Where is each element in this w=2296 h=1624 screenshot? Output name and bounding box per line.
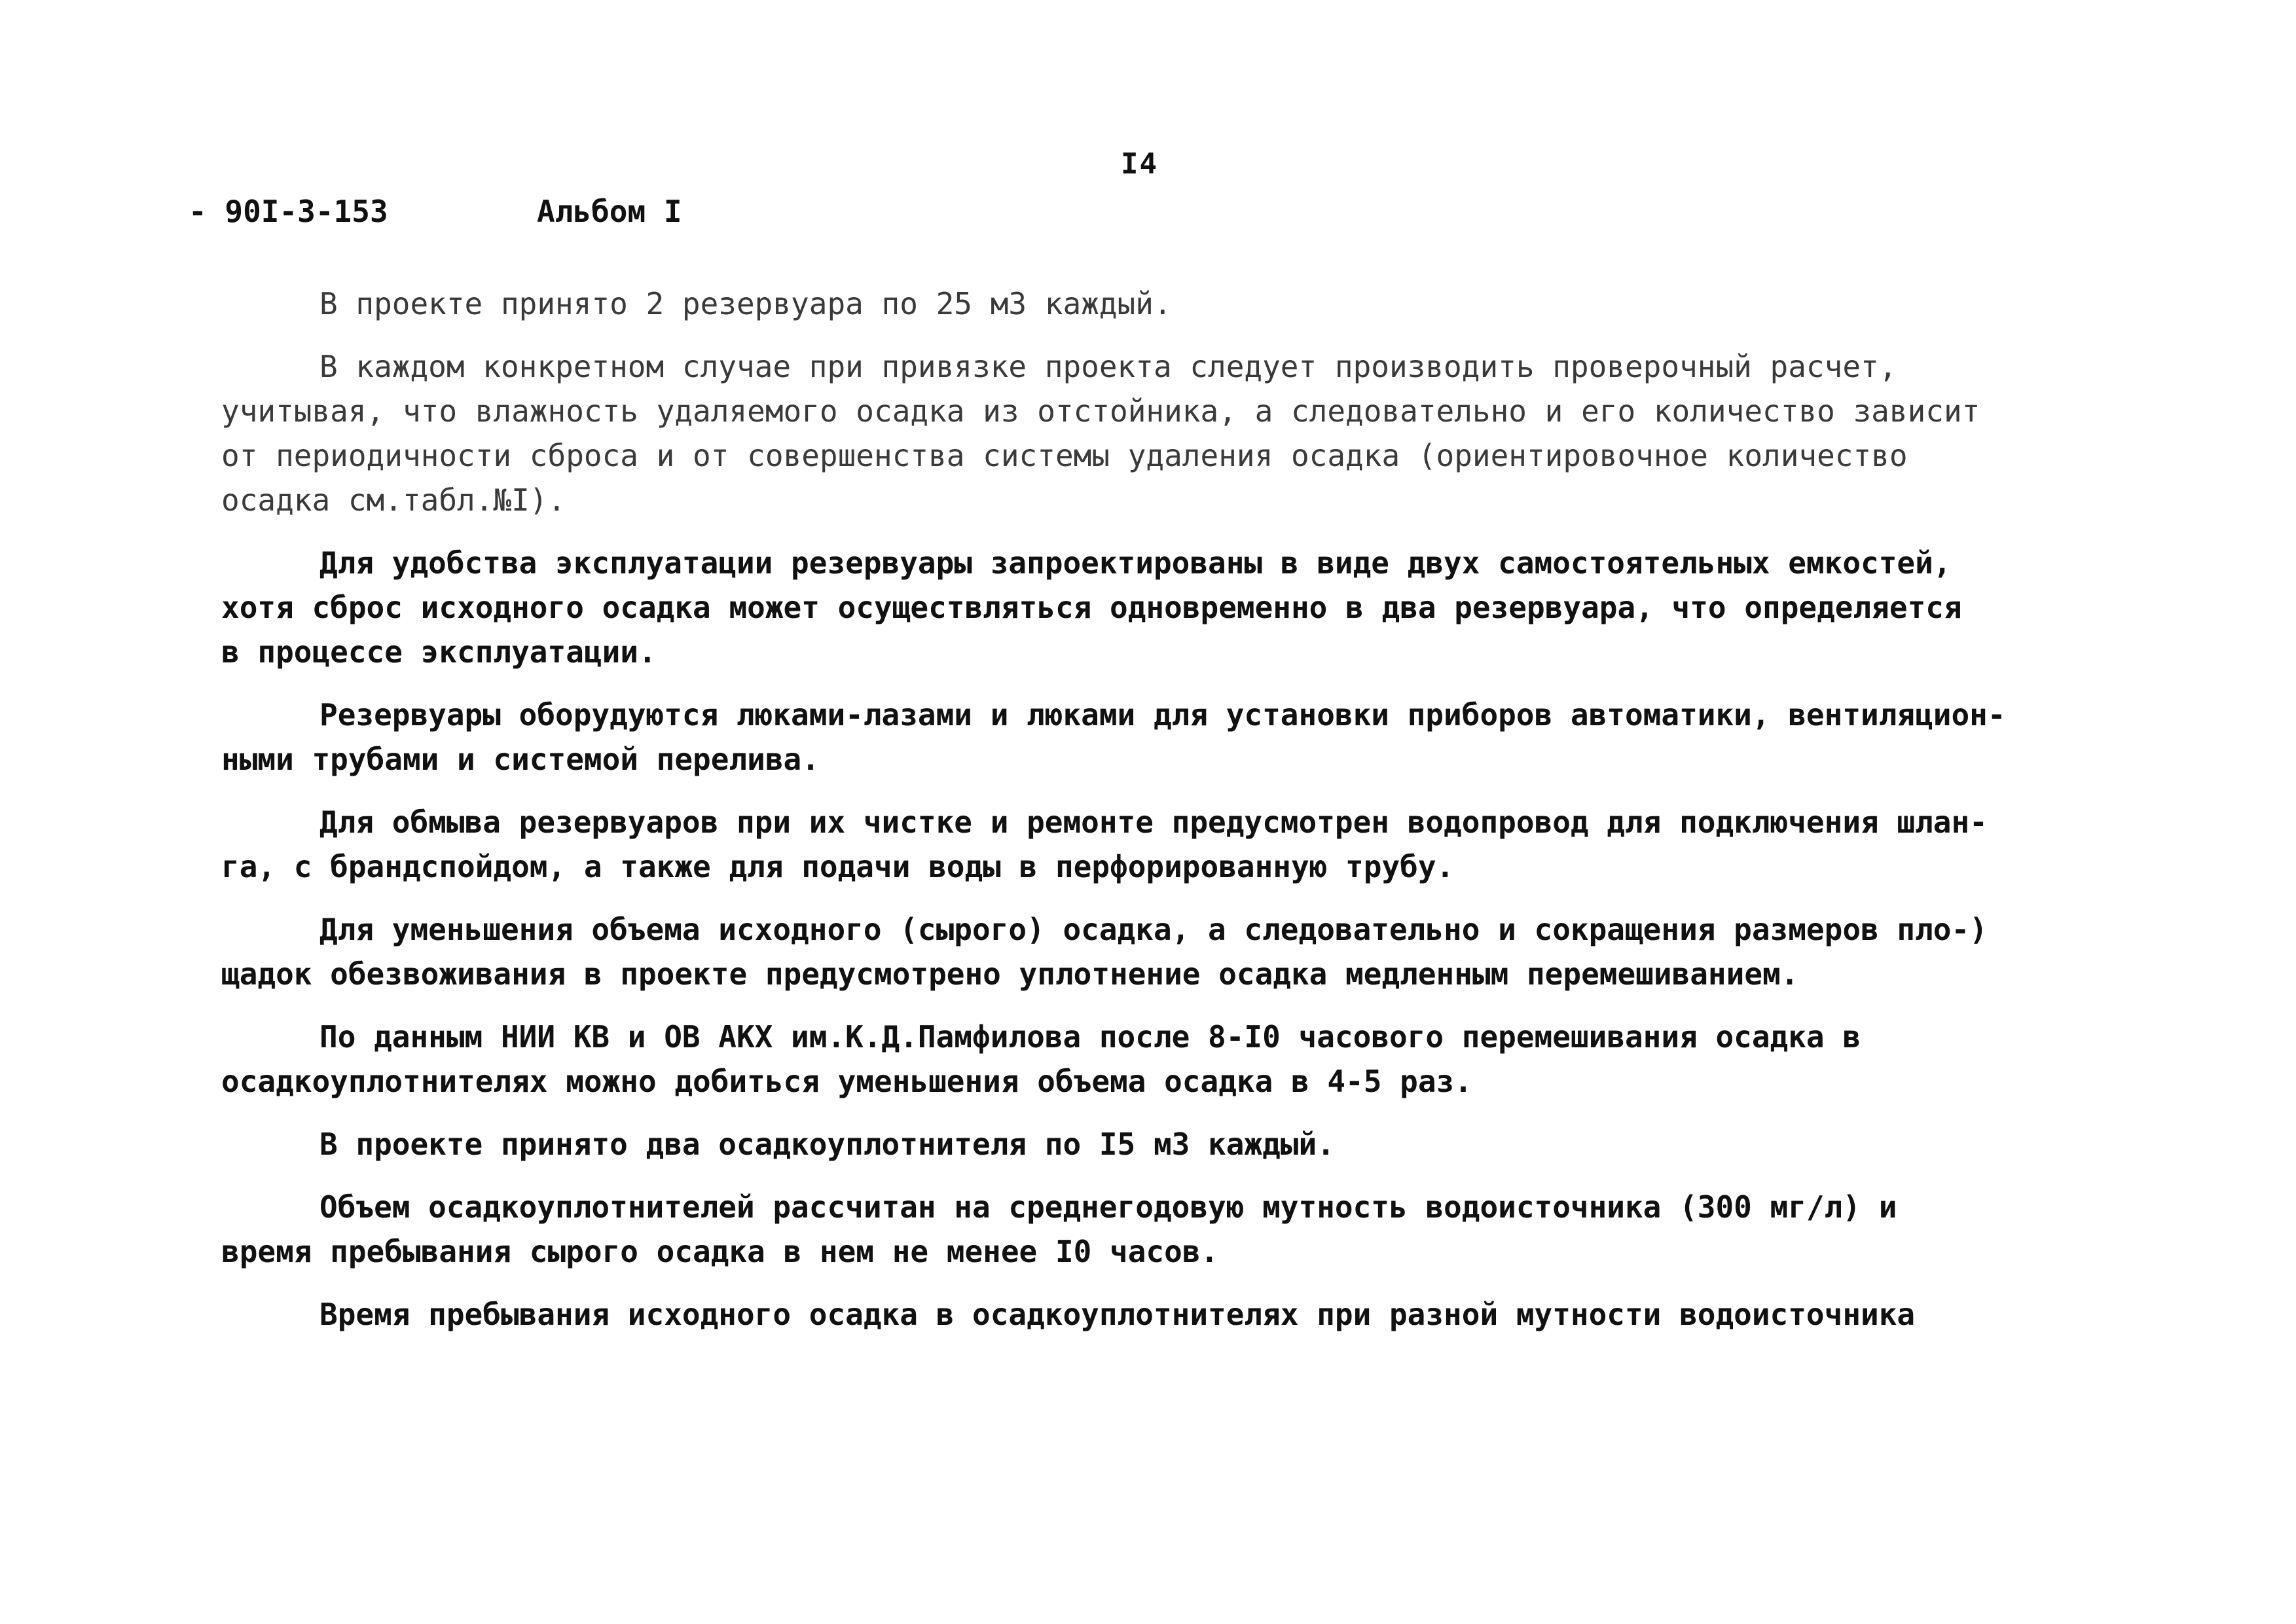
paragraph-operation-convenience: Для удобства эксплуатации резервуары запроектированы в виде двух самостоятельных емкостей, хотя сброс исходного осадка может осуществляться одновременно в два резервуара, что определяется в процессе эксплуатации. <box>221 545 1962 670</box>
page-number: I4 <box>1121 147 1158 181</box>
paragraph-reservoir-equipment: Резервуары оборудуются люками-лазами и люками для установки приборов автоматики, вентиляцион- ными трубами и системой перелива. <box>221 697 2006 777</box>
paragraph-thickeners-count: В проекте принято два осадкоуплотнителя по I5 м3 каждый. <box>319 1127 1335 1162</box>
body-text <box>221 281 2054 1355</box>
paragraph-residence-time: Время пребывания исходного осадка в осадкоуплотнителях при разной мутности водоисточника <box>319 1297 1916 1332</box>
paragraph-volume-reduction: Для уменьшения объема исходного (сырого) осадка, а следовательно и сокращения размеров пло-) щадок обезвоживания в проекте предусмотрено уплотнение осадка медленным перемешиванием. <box>221 912 1988 992</box>
paragraph-reservoirs-count: В проекте принято 2 резервуара по 25 м3 каждый. <box>319 286 1172 321</box>
paragraph-washing: Для обмыва резервуаров при их чистке и ремонте предусмотрен водопровод для подключения шлан- га, с брандспойдом, а также для подачи воды в перфорированную трубу. <box>221 804 1988 884</box>
paragraph-research-data: По данным НИИ КВ и ОВ АКХ им.К.Д.Памфилова после 8-I0 часового перемешивания осадка в осадкоуплотнителях можно добиться уменьшения объема осадка в 4-5 раз. <box>221 1019 1861 1099</box>
paragraph-thickener-volume: Объем осадкоуплотнителей рассчитан на среднегодовую мутность водоисточника (300 мг/л) и время пребывания сырого осадка в нем не менее I0 часов. <box>221 1189 1897 1269</box>
paragraph-verification-calc: В каждом конкретном случае при привязке проекта следует производить проверочный расчет, учитывая, что влажность удаляемого осадка из отстойника, а следовательно и его количество зависит от периодичности сброса и от совершенства системы удаления осадка (ориентировочное количество осадка см.табл.№I). <box>221 349 1980 518</box>
album-label: Альбом I <box>537 194 682 229</box>
document-code: - 90I-3-153 <box>189 194 388 229</box>
